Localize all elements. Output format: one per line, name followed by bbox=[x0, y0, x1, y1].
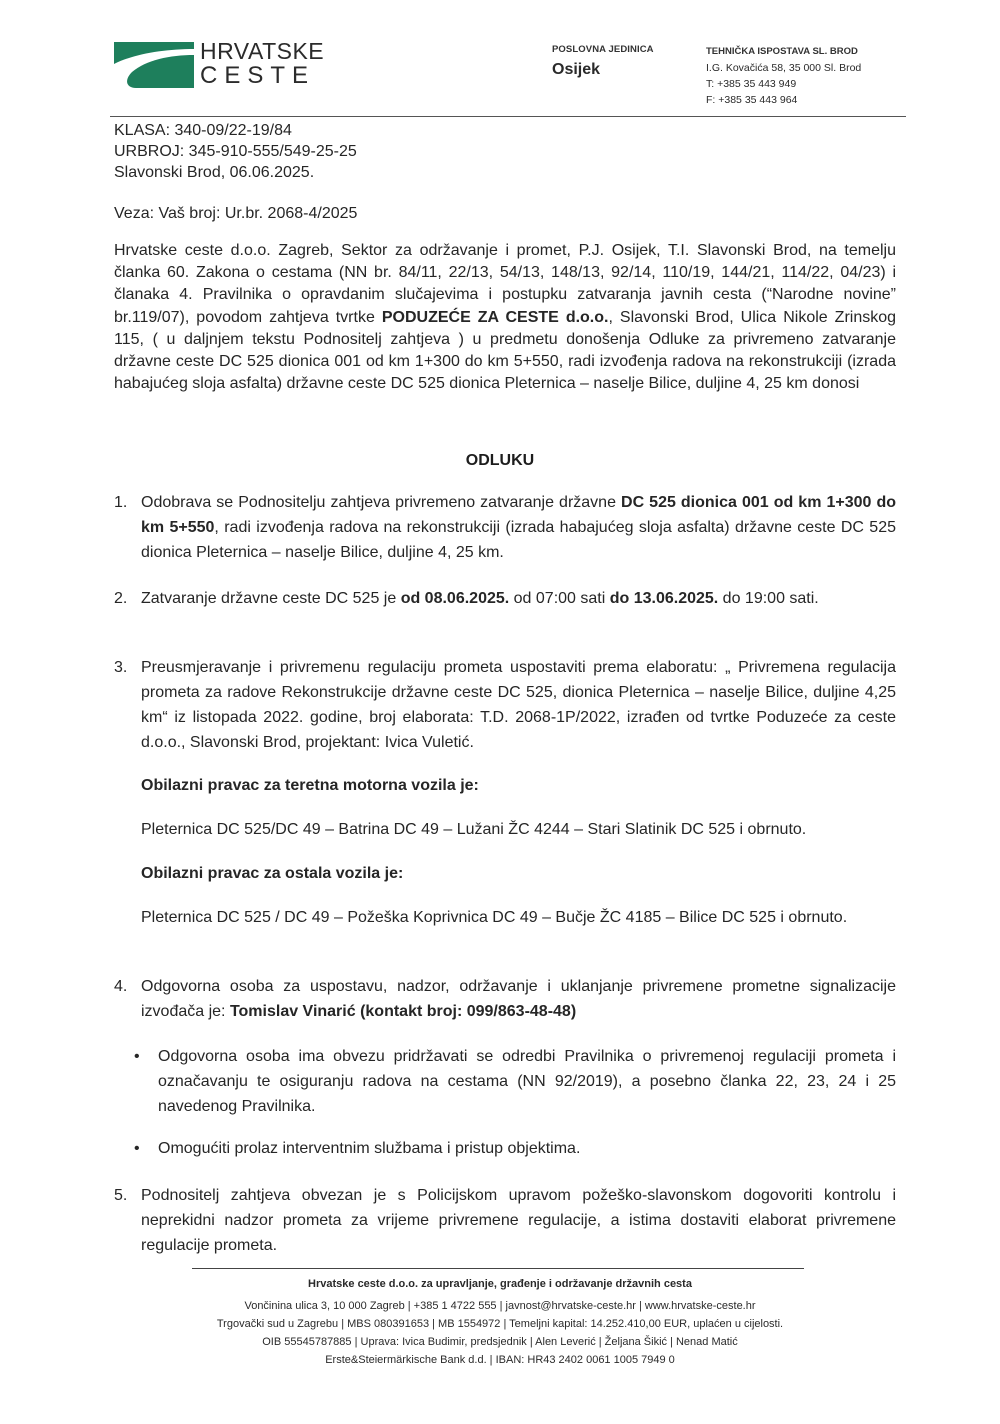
logo-line2: CESTE bbox=[200, 62, 316, 89]
responsible-person: Tomislav Vinarić (kontakt broj: 099/863-48-48) bbox=[229, 1003, 577, 1020]
item-text: Odobrava se Podnositelju zahtjeva privremeno zatvaranje državne bbox=[141, 494, 622, 511]
footer-registry: Trgovački sud u Zagrebu | MBS 080391653 | MB 1554972 | Temeljni kapital: 14.252.410,00 EUR, uplaćen u cijelosti. bbox=[216, 1318, 784, 1330]
decision-item-5 bbox=[114, 1183, 896, 1258]
office-fax: F: +385 35 443 964 bbox=[706, 94, 798, 106]
footer-company: Hrvatske ceste d.o.o. za upravljanje, građenje i održavanje državnih cesta bbox=[308, 1278, 692, 1290]
item-number: 5. bbox=[114, 1187, 128, 1204]
item-text-cont: do 19:00 sati. bbox=[718, 590, 819, 607]
office-block bbox=[706, 44, 861, 108]
intro-text-cont: , Slavonski Brod, Ulica Nikole Zrinskog 115, ( u daljnjem tekstu Podnositelj zahtjeva ) u predmetu donošenja Odluke za privremeno zatvaranje državne ceste DC 525 dionica 001 od km 1+300 do km 5+550, radi izvođenja radova na rekonstrukciji (izrada habajućeg sloja asfalta) državne ceste DC 525 dionica Pleternica – naselje Bilice, duljine 4, 25 km donosi bbox=[114, 308, 897, 393]
office-address: I.G. Kovačića 58, 35 000 Sl. Brod bbox=[706, 62, 862, 74]
document-meta bbox=[114, 120, 357, 183]
logo-wordmark bbox=[200, 40, 324, 88]
item-text: Podnositelj zahtjeva obvezan je s Policijskom upravom požeško-slavonskom dogovoriti kontrolu i neprekidni nadzor prometa za vrijeme privremene regulacije, a istima dostaviti elaborat privremene regulacije prometa. bbox=[141, 1187, 896, 1254]
detour-other-route: Pleternica DC 525 / DC 49 – Požeška Koprivnica DC 49 – Bučje ŽC 4185 – Bilice DC 525 i obrnuto. bbox=[141, 909, 848, 926]
item-number: 3. bbox=[114, 659, 128, 676]
bullet-icon: • bbox=[134, 1048, 140, 1065]
klasa: KLASA: 340-09/22-19/84 bbox=[114, 122, 292, 139]
intro-paragraph bbox=[114, 240, 896, 395]
item-text: Zatvaranje državne ceste DC 525 je bbox=[141, 590, 401, 607]
applicant-company: PODUZEĆE ZA CESTE d.o.o. bbox=[381, 308, 609, 326]
detour-other-label: Obilazni pravac za ostala vozila je: bbox=[141, 865, 404, 882]
item-text-mid: od 07:00 sati bbox=[509, 590, 610, 607]
unit-name: Osijek bbox=[552, 61, 601, 78]
item-text-cont: , radi izvođenja radova na rekonstrukciji (izrada habajućeg sloja asfalta) državne ceste DC 525 dionica Pleternica – naselje Bilice, duljine 4, 25 km. bbox=[141, 519, 896, 561]
bullet-icon: • bbox=[134, 1140, 140, 1157]
road-logo-icon bbox=[114, 42, 194, 88]
bullet-text: Omogućiti prolaz interventnim službama i pristup objektima. bbox=[158, 1140, 581, 1157]
bullet-item bbox=[134, 1136, 896, 1161]
footer-contact: Vončinina ulica 3, 10 000 Zagreb | +385 1 4722 555 | javnost@hrvatske-ceste.hr | www.hrvatske-ceste.hr bbox=[244, 1300, 756, 1312]
closure-start: od 08.06.2025. bbox=[400, 590, 510, 607]
bullet-item bbox=[134, 1044, 896, 1119]
reference: Veza: Vaš broj: Ur.br. 2068-4/2025 bbox=[114, 205, 358, 222]
item-bold: DC 525 dionica 001 od km 1+300 do km 5+550 bbox=[141, 494, 896, 536]
office-label: TEHNIČKA ISPOSTAVA SL. BROD bbox=[706, 46, 858, 57]
detour-trucks-route: Pleternica DC 525/DC 49 – Batrina DC 49 – Lužani ŽC 4244 – Stari Slatinik DC 525 i obrnuto. bbox=[141, 821, 807, 838]
item-number: 2. bbox=[114, 590, 128, 607]
footer-bank: Erste&Steiermärkische Bank d.d. | IBAN: HR43 2402 0061 1005 7949 0 bbox=[325, 1354, 675, 1366]
header-divider bbox=[110, 116, 906, 117]
bullet-text: Odgovorna osoba ima obvezu pridržavati se odredbi Pravilnika o privremenoj regulaciji prometa i označavanju te osiguranju radova na cestama (NN 92/2019), a posebno članka 22, 23, 24 i 25 navedenog Pravilnika. bbox=[158, 1048, 896, 1115]
item-text: Odgovorna osoba za uspostavu, nadzor, održavanje i uklanjanje privremene prometne signalizacije izvođača je: bbox=[141, 978, 896, 1020]
footer-management: OIB 55545787885 | Uprava: Ivica Budimir, predsjednik | Alen Leverić | Željana Šikić | Nenad Matić bbox=[262, 1336, 738, 1348]
business-unit bbox=[552, 44, 654, 79]
item-text: Preusmjeravanje i privremenu regulaciju prometa uspostaviti prema elaboratu: „ Privremena regulacija prometa za radove Rekonstrukcije državne ceste DC 525, dionica Pleternica – naselje Bilice, duljine 4,25 km“ iz listopada 2022. godine, broj elaborata: T.D. 2068-1P/2022, izrađen od tvrtke Poduzeće za ceste d.o.o., Slavonski Brod, projektant: Ivica Vuletić. bbox=[141, 659, 896, 751]
decision-item-2 bbox=[114, 586, 896, 611]
intro-text: Hrvatske ceste d.o.o. Zagreb, Sektor za održavanje i promet, P.J. Osijek, T.I. Slavonski Brod, na temelju članka 60. Zakona o cestama (NN br. 84/11, 22/13, 54/13, 148/13, 92/14, 110/19, 144/21, 114/22, 04/23) i članaka 4. Pravilnika o opravdanim slučajevima i postupku zatvaranja javnih cesta (“Narodne novine” br.119/07), povodom zahtjeva tvrtke bbox=[114, 242, 896, 326]
urbroj: URBROJ: 345-910-555/549-25-25 bbox=[114, 143, 357, 160]
decision-item-4 bbox=[114, 974, 896, 1024]
unit-label: POSLOVNA JEDINICA bbox=[552, 44, 654, 55]
decision-title: ODLUKU bbox=[465, 452, 535, 469]
footer-divider bbox=[192, 1268, 804, 1269]
item-number: 1. bbox=[114, 494, 128, 511]
item-number: 4. bbox=[114, 978, 128, 995]
logo-line1: HRVATSKE bbox=[200, 38, 325, 64]
closure-end: do 13.06.2025. bbox=[609, 590, 719, 607]
decision-item-3 bbox=[114, 655, 896, 755]
place-date: Slavonski Brod, 06.06.2025. bbox=[114, 164, 315, 181]
office-phone: T: +385 35 443 949 bbox=[706, 78, 797, 90]
detour-trucks-label: Obilazni pravac za teretna motorna vozila je: bbox=[141, 777, 479, 794]
decision-item-1 bbox=[114, 490, 896, 565]
